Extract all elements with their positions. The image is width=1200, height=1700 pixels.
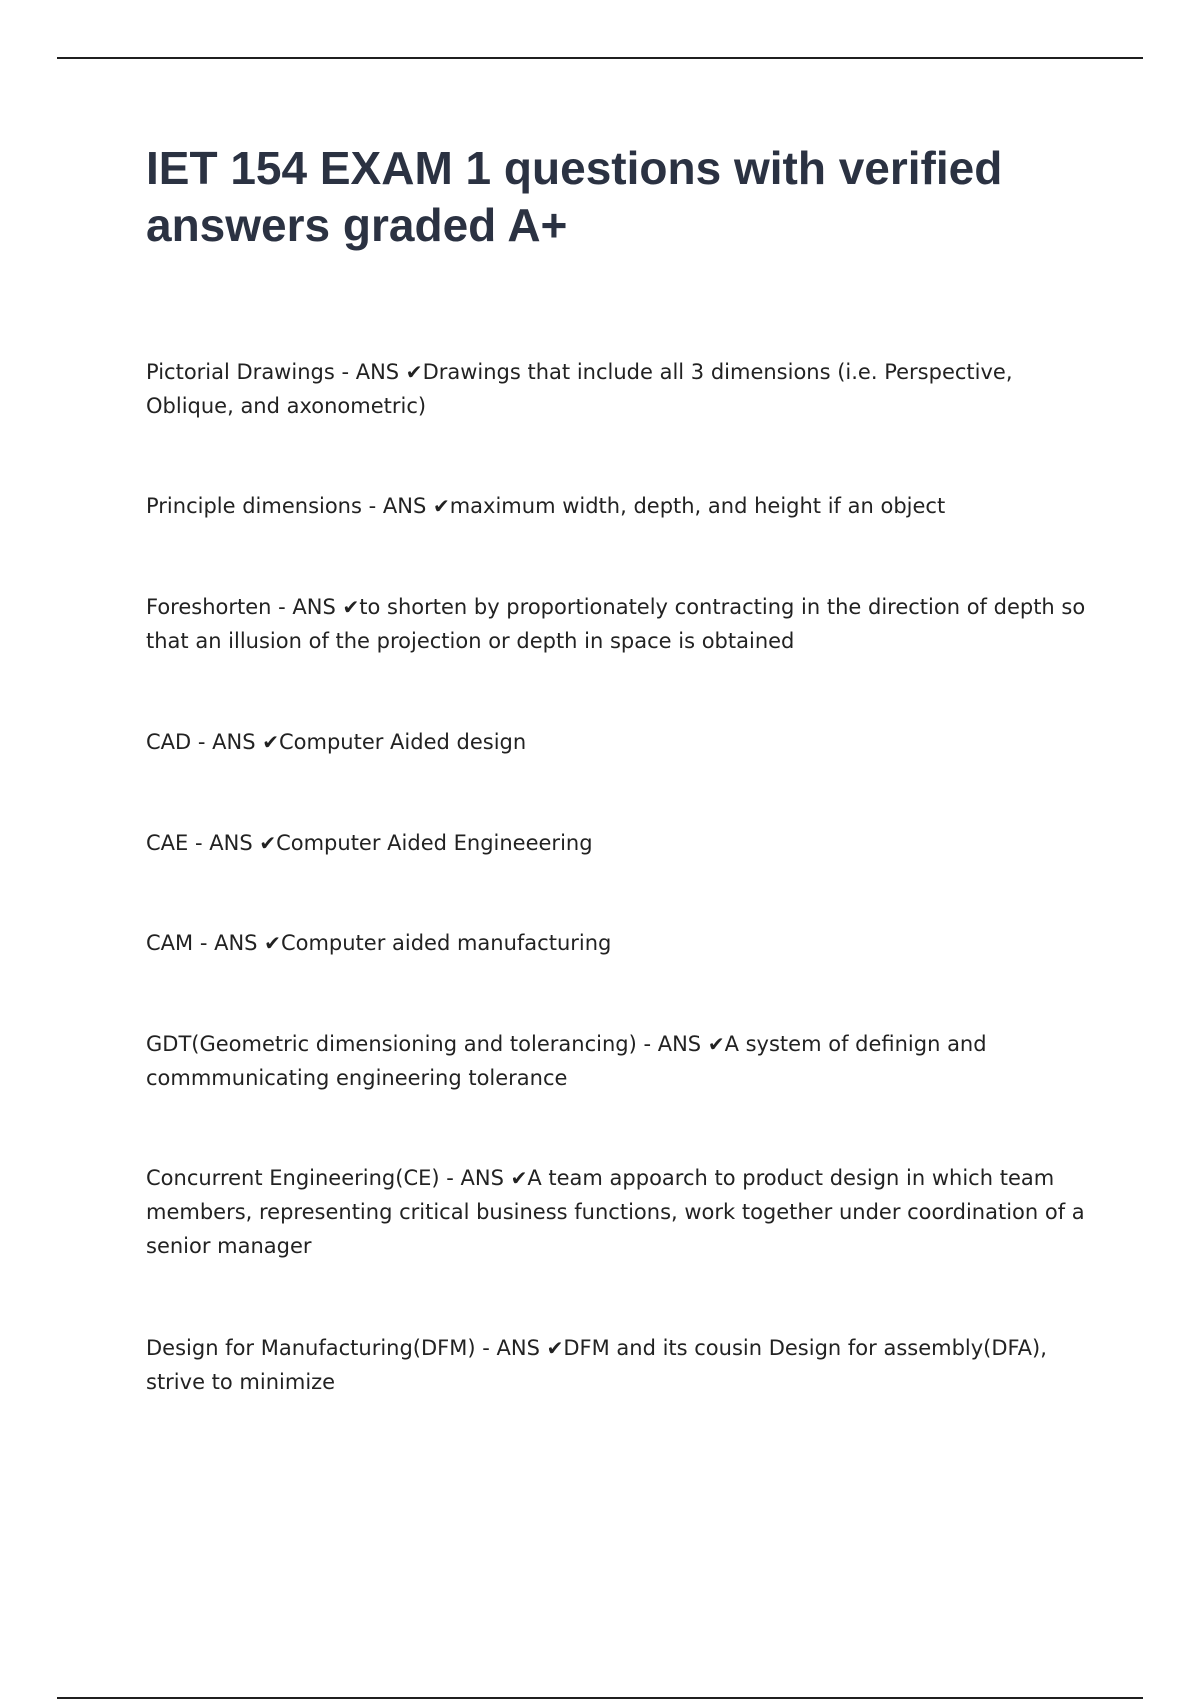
qa-separator: - ANS (271, 595, 343, 619)
check-icon: ✔ (259, 831, 277, 855)
check-icon: ✔ (510, 1166, 528, 1190)
qa-term: CAE (146, 831, 189, 855)
qa-item (146, 1027, 1096, 1095)
qa-answer: Computer aided manufacturing (280, 931, 612, 955)
qa-item (146, 489, 1096, 523)
check-icon: ✔ (342, 595, 360, 619)
check-icon: ✔ (264, 931, 281, 955)
qa-answer: A team appoarch to product design in which team members, representing critical business functions, work together under coordination of a senior manager (146, 1166, 1085, 1258)
bottom-rule (57, 1697, 1143, 1699)
qa-item (146, 590, 1096, 658)
check-icon: ✔ (546, 1336, 564, 1360)
page-title: IET 154 EXAM 1 questions with verified answers graded A+ (146, 142, 1003, 251)
document-header (146, 140, 1096, 254)
qa-term: Design for Manufacturing(DFM) (146, 1336, 476, 1360)
qa-item (146, 355, 1096, 423)
qa-separator: - ANS (193, 931, 265, 955)
check-icon: ✔ (707, 1032, 725, 1056)
qa-term: CAD (146, 730, 192, 754)
qa-separator: - ANS (636, 1032, 708, 1056)
qa-separator: - ANS (361, 494, 433, 518)
qa-separator: - ANS (191, 730, 263, 754)
qa-term: GDT(Geometric dimensioning and tolerancing) (146, 1032, 637, 1056)
qa-separator: - ANS (188, 831, 260, 855)
qa-item (146, 1161, 1096, 1263)
qa-term: Concurrent Engineering(CE) (146, 1166, 440, 1190)
qa-answer: Drawings that include all 3 dimensions (i.e. Perspective, Oblique, and axonometric) (146, 360, 1013, 418)
check-icon: ✔ (262, 730, 279, 754)
qa-separator: - ANS (334, 360, 406, 384)
qa-item (146, 725, 1096, 759)
qa-separator: - ANS (439, 1166, 511, 1190)
qa-answer: maximum width, depth, and height if an object (449, 494, 946, 518)
check-icon: ✔ (432, 494, 450, 518)
check-icon: ✔ (405, 360, 423, 384)
qa-term: Principle dimensions (146, 494, 362, 518)
qa-answer: Computer Aided Engineeering (276, 831, 593, 855)
qa-item (146, 1331, 1096, 1399)
qa-item (146, 926, 1096, 960)
qa-term: CAM (146, 931, 194, 955)
qa-term: Foreshorten (146, 595, 272, 619)
qa-answer: Computer Aided design (278, 730, 527, 754)
qa-answer: to shorten by proportionately contracting in the direction of depth so that an illusion of the projection or depth in space is obtained (146, 595, 1086, 653)
top-rule (57, 57, 1143, 59)
qa-separator: - ANS (475, 1336, 547, 1360)
qa-item (146, 826, 1096, 860)
qa-answer: DFM and its cousin Design for assembly(DFA), strive to minimize (146, 1336, 1047, 1394)
qa-term: Pictorial Drawings (146, 360, 335, 384)
qa-answer: A system of definign and commmunicating engineering tolerance (146, 1032, 987, 1090)
